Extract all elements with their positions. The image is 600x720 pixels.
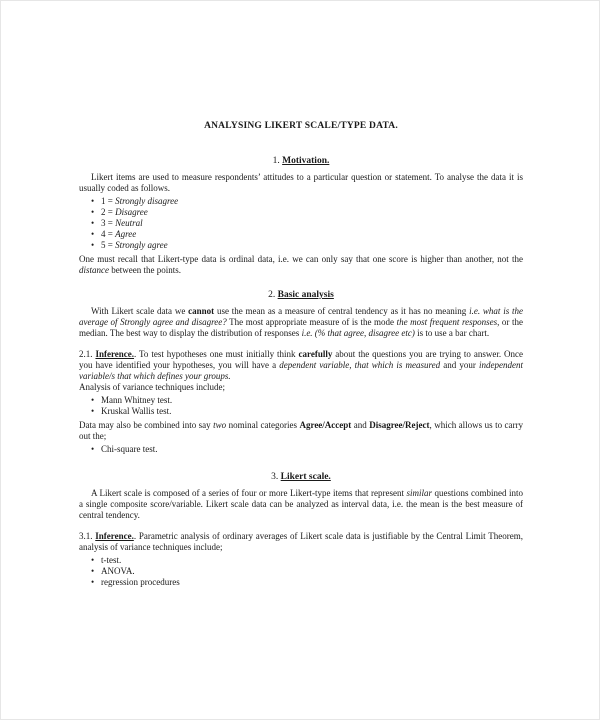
nonparametric-tests-list xyxy=(79,395,523,417)
motivation-paragraph: Likert items are used to measure respondents’ attitudes to a particular question or statement. To analyse the data it is usually coded as follows. xyxy=(79,172,523,193)
text-run: two xyxy=(213,420,227,430)
code: 4 = xyxy=(101,229,113,239)
label: Strongly disagree xyxy=(115,196,179,206)
text-run: Agree/Accept xyxy=(299,420,352,430)
text-run: and your xyxy=(440,360,479,370)
text-run: dependent variable, that which is measured xyxy=(279,360,441,370)
text-run: about the questions you are trying to answer. Once you have identified your hypotheses, you will have a xyxy=(79,349,523,370)
text-run: Disagree/Reject xyxy=(369,420,430,430)
list-item: • ANOVA. xyxy=(101,566,523,577)
text-run: between the points. xyxy=(109,265,181,275)
label: Neutral xyxy=(115,218,143,228)
list-item xyxy=(101,218,523,229)
likert-scale-paragraph xyxy=(79,488,523,521)
text-run: the most frequent responses xyxy=(396,317,498,327)
likert-coding-list xyxy=(79,196,523,251)
list-item xyxy=(101,196,523,207)
list-item: • Mann Whitney test. xyxy=(101,395,523,406)
subsection-number: 2.1. xyxy=(79,349,93,359)
section-number: 1. xyxy=(272,156,280,166)
label: Agree xyxy=(115,229,137,239)
code: 2 = xyxy=(101,207,113,217)
ordinal-data-paragraph xyxy=(79,254,523,276)
text-run: is to use a bar chart. xyxy=(414,328,490,338)
text-run: The most appropriate measure of is the mode xyxy=(226,317,397,327)
code: 1 = xyxy=(101,196,113,206)
text-run: A Likert scale is composed of a series of four or more Likert-type items that represent xyxy=(91,488,407,498)
text-run: cannot xyxy=(188,306,215,316)
code: 5 = xyxy=(101,240,113,250)
list-item xyxy=(101,240,523,251)
list-item: • regression procedures xyxy=(101,577,523,588)
text-run: questions combined into a single composite score/variable. Likert scale data can be analyzed as interval data, i.e. the mean is the best measure of central tendency. xyxy=(79,488,523,520)
text-run: , or the median. The best way to display the distribution of responses xyxy=(79,317,523,338)
section-heading-motivation xyxy=(79,156,523,167)
subsection-title: Inference. xyxy=(95,349,135,359)
list-item: • t-test. xyxy=(101,555,523,566)
text-run: distance xyxy=(79,265,109,275)
chi-square-list xyxy=(79,444,523,455)
text-run: i.e. (% that agree, disagree etc) xyxy=(301,328,415,338)
text-run: One must recall that Likert-type data is ordinal data, i.e. we can only say that one score is higher than another, not the xyxy=(79,254,523,264)
variance-techniques-intro: Analysis of variance techniques include; xyxy=(79,382,225,392)
text-run: With Likert scale data we xyxy=(91,306,189,316)
section-heading-likert-scale xyxy=(79,472,523,483)
text-run: and xyxy=(351,420,370,430)
text-run: Data may also be combined into say xyxy=(79,420,214,430)
document-body xyxy=(79,121,523,591)
section-title: Basic analysis xyxy=(277,290,334,300)
section-heading-basic-analysis xyxy=(79,290,523,301)
text-run: similar xyxy=(406,488,432,498)
subsection-number: 3.1. xyxy=(79,531,93,541)
text-run: use the mean as a measure of central tendency as it has no meaning xyxy=(214,306,470,316)
inference-paragraph xyxy=(79,349,523,382)
combine-categories-paragraph xyxy=(79,420,523,442)
parametric-tests-list xyxy=(79,555,523,588)
text-run: . Parametric analysis of ordinary averages of Likert scale data is justifiable by the Central Limit Theorem, analysis of variance techniques include; xyxy=(79,531,523,552)
text-run: independent variable/s that which defines your groups. xyxy=(79,360,523,381)
list-item: • Kruskal Wallis test. xyxy=(101,406,523,417)
label: Disagree xyxy=(115,207,148,217)
basic-analysis-paragraph xyxy=(79,306,523,339)
text-run: i.e. what is the average of Strongly agree and disagree? xyxy=(79,306,523,327)
parametric-inference-paragraph xyxy=(79,531,523,553)
list-item xyxy=(101,207,523,218)
section-title: Likert scale. xyxy=(280,472,331,482)
text-run: nominal categories xyxy=(226,420,300,430)
code: 3 = xyxy=(101,218,113,228)
list-item xyxy=(101,229,523,240)
section-title: Motivation. xyxy=(282,156,330,166)
text-run: . To test hypotheses one must initially think xyxy=(134,349,299,359)
list-item: • Chi-square test. xyxy=(101,444,523,455)
section-number: 3. xyxy=(271,472,279,482)
text-run: , which allows us to carry out the; xyxy=(79,420,524,441)
subsection-title: Inference. xyxy=(95,531,134,541)
text-run: carefully xyxy=(298,349,333,359)
document-title: ANALYSING LIKERT SCALE/TYPE DATA. xyxy=(204,121,398,131)
section-number: 2. xyxy=(268,290,276,300)
label: Strongly agree xyxy=(115,240,168,250)
